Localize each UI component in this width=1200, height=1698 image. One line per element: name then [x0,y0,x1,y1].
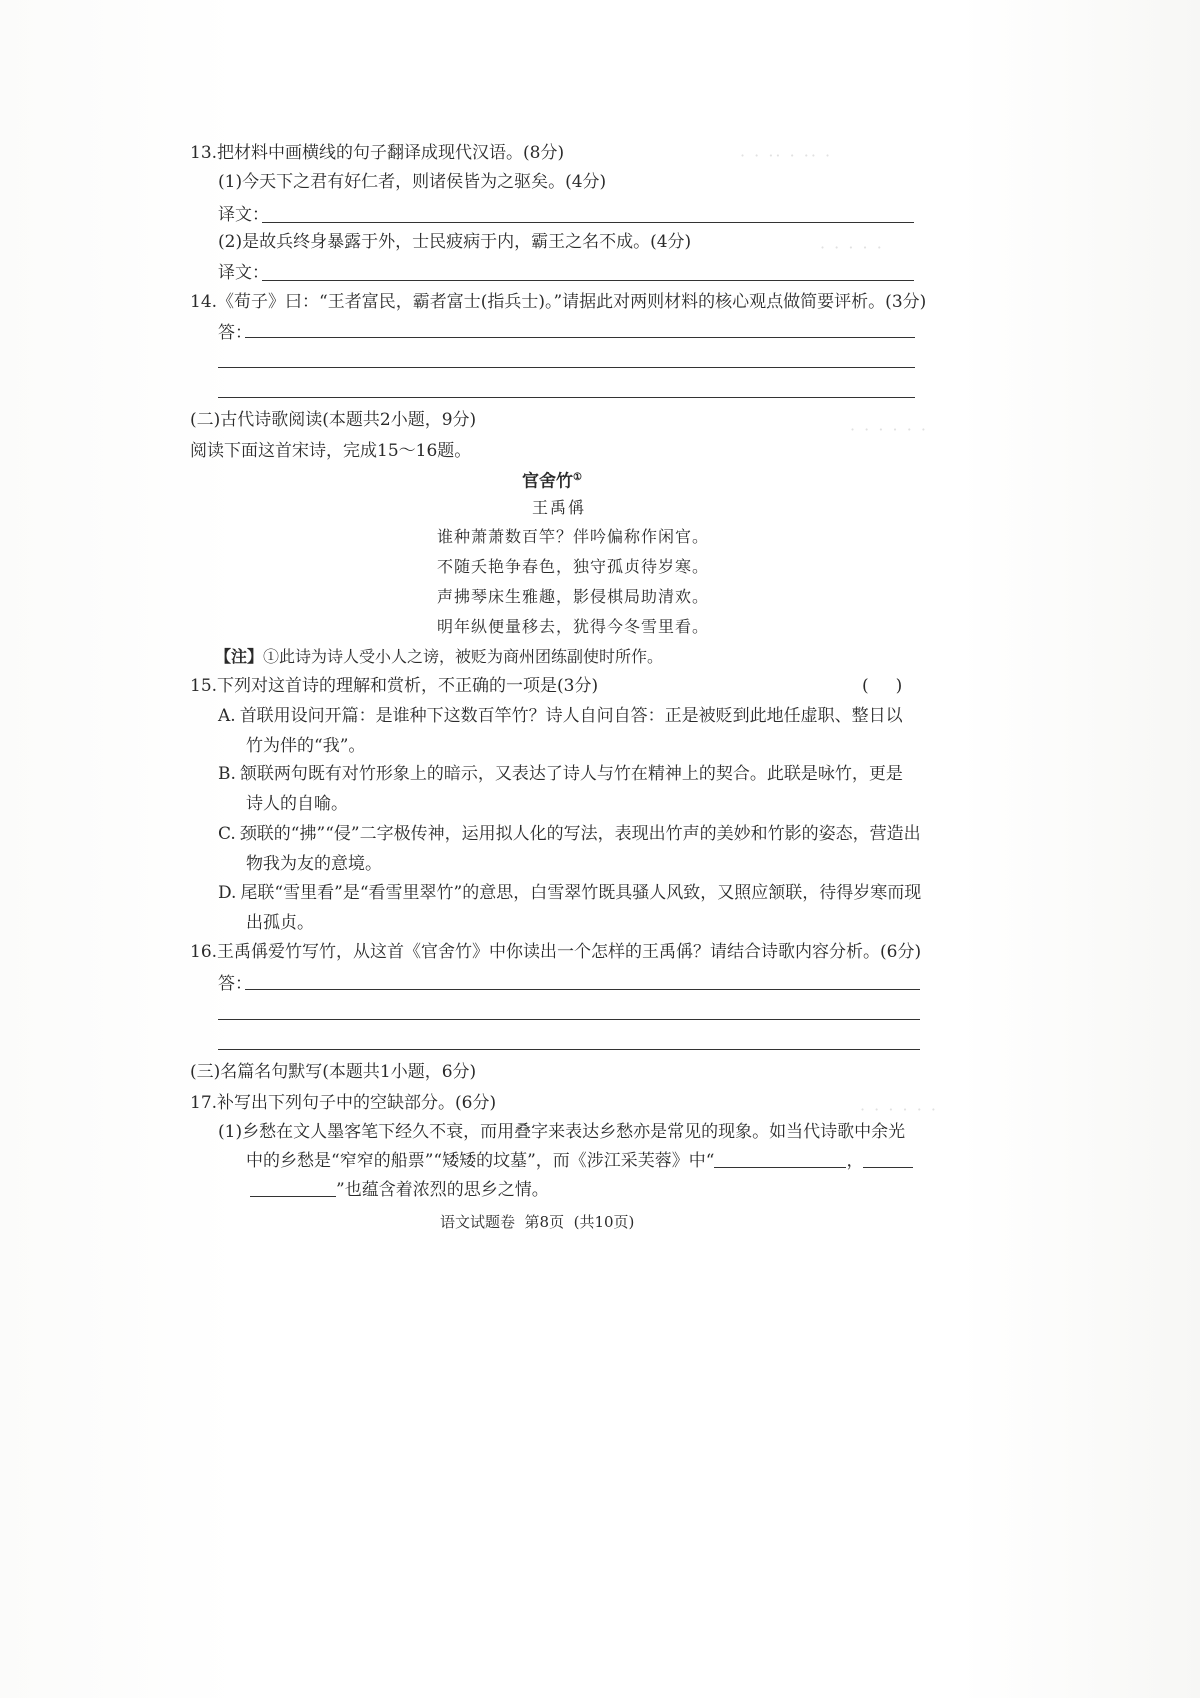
option-d-line-1: 尾联“雪里看”是“看雪里翠竹”的意思，白雪翠竹既具骚人风致，又照应颔联，待得岁寒而现 [240,883,922,903]
section2-heading: (二)古代诗歌阅读(本题共2小题，9分) [190,410,477,430]
poem-line-1: 谁种萧萧数百竿？伴吟偏称作闲官。 [437,527,710,546]
option-d-line-2: 出孤贞。 [246,913,314,933]
q15-answer-bracket[interactable]: ( ) [862,676,903,696]
option-c-label: C. [218,824,236,844]
q17-line-3-text: ”也蕴含着浓烈的思乡之情。 [336,1180,549,1200]
q17-blank-2-end[interactable] [250,1180,336,1197]
poem-title-footnote-mark: ① [573,472,582,483]
option-b-line-1: 颔联两句既有对竹形象上的暗示，又表达了诗人与竹在精神上的契合。此联是咏竹，更是 [239,764,903,784]
option-c-line-1: 颈联的“拂”“侵”二字极传神，运用拟人化的写法，表现出竹声的美妙和竹影的姿态，营造出 [239,824,921,844]
page-footer: 语文试题卷 第8页 (共10页) [440,1213,635,1231]
poem-title [522,468,582,492]
q17-item-1-line-3 [250,1180,549,1200]
bleed-through-mark: · · ·· · ·· · [740,146,833,165]
section3-heading: (三)名篇名句默写(本题共1小题，6分) [190,1062,477,1082]
poem-title-text: 官舍竹 [522,471,573,492]
option-d-label: D. [218,883,237,903]
poem-line-4: 明年纵便量移去，犹得今冬雪里看。 [437,617,710,636]
option-c-line-2: 物我为友的意境。 [246,854,382,874]
q16-answer-label: 答： [218,974,252,994]
q13-translation-label-2: 译文： [218,263,269,283]
q15-option-b[interactable] [218,764,903,784]
q17-line-2-text-a: 中的乡愁是“窄窄的船票”“矮矮的坟墓”，而《涉江采芙蓉》中“ [246,1151,715,1171]
q13-answer-line-1[interactable] [262,222,914,223]
poem-note [215,647,663,667]
note-text: ①此诗为诗人受小人之谤，被贬为商州团练副使时所作。 [263,647,664,666]
q17-blank-2-start[interactable] [863,1151,913,1168]
q15-option-c[interactable] [218,824,921,844]
q17-item-1-line-1: (1)乡愁在文人墨客笔下经久不衰，而用叠字来表达乡愁亦是常见的现象。如当代诗歌中余光 [218,1122,906,1142]
option-a-label: A. [218,706,236,726]
q13-item-1: (1)今天下之君有好仁者，则诸侯皆为之驱矣。(4分) [218,172,607,192]
q14-answer-line-3[interactable] [218,397,915,398]
poem-line-3: 声拂琴床生雅趣，影侵棋局助清欢。 [437,587,710,606]
q17-line-2-text-b: ， [846,1151,864,1171]
poet-name: 王禹偁 [532,498,587,517]
q17-blank-1[interactable] [714,1151,846,1168]
q16-answer-line-3[interactable] [218,1049,920,1050]
q17-heading: 17.补写出下列句子中的空缺部分。(6分) [190,1093,497,1113]
q13-translation-label-1: 译文： [218,205,269,225]
q14-answer-line-1[interactable] [245,337,915,338]
q15-heading: 15.下列对这首诗的理解和赏析，不正确的一项是(3分) [190,676,599,696]
q16-answer-line-1[interactable] [245,989,920,990]
q15-option-d[interactable] [218,883,921,903]
q14-answer-label: 答： [218,323,252,343]
bleed-through-mark: · · · · · · [850,420,928,439]
q13-heading: 13.把材料中画横线的句子翻译成现代汉语。(8分) [190,143,565,163]
q16-heading: 16.王禹偁爱竹写竹，从这首《官舍竹》中你读出一个怎样的王禹偁？请结合诗歌内容分析。(6分) [190,942,922,962]
q13-item-2: (2)是故兵终身暴露于外，士民疲病于内，霸王之名不成。(4分) [218,232,692,252]
section2-intro: 阅读下面这首宋诗，完成15～16题。 [190,441,472,461]
option-b-line-2: 诗人的自喻。 [246,794,348,814]
bleed-through-mark: · · · · · · [860,1100,938,1119]
q16-answer-line-2[interactable] [218,1019,920,1020]
q17-item-1-line-2 [246,1151,913,1171]
option-b-label: B. [218,764,236,784]
poem-line-2: 不随夭艳争春色，独守孤贞待岁寒。 [437,557,710,576]
q13-answer-line-2[interactable] [262,280,914,281]
q14-heading: 14.《荀子》曰：“王者富民，霸者富士(指兵士)。”请据此对两则材料的核心观点做简要评析。(3分) [190,292,927,312]
note-label: 【注】 [215,647,264,666]
bleed-through-mark: · · · · · [820,238,884,257]
option-a-line-1: 首联用设问开篇：是谁种下这数百竿竹？诗人自问自答：正是被贬到此地任虚职、整日以 [239,706,903,726]
q15-option-a[interactable] [218,706,903,726]
q14-answer-line-2[interactable] [218,367,915,368]
option-a-line-2: 竹为伴的“我”。 [246,736,366,756]
